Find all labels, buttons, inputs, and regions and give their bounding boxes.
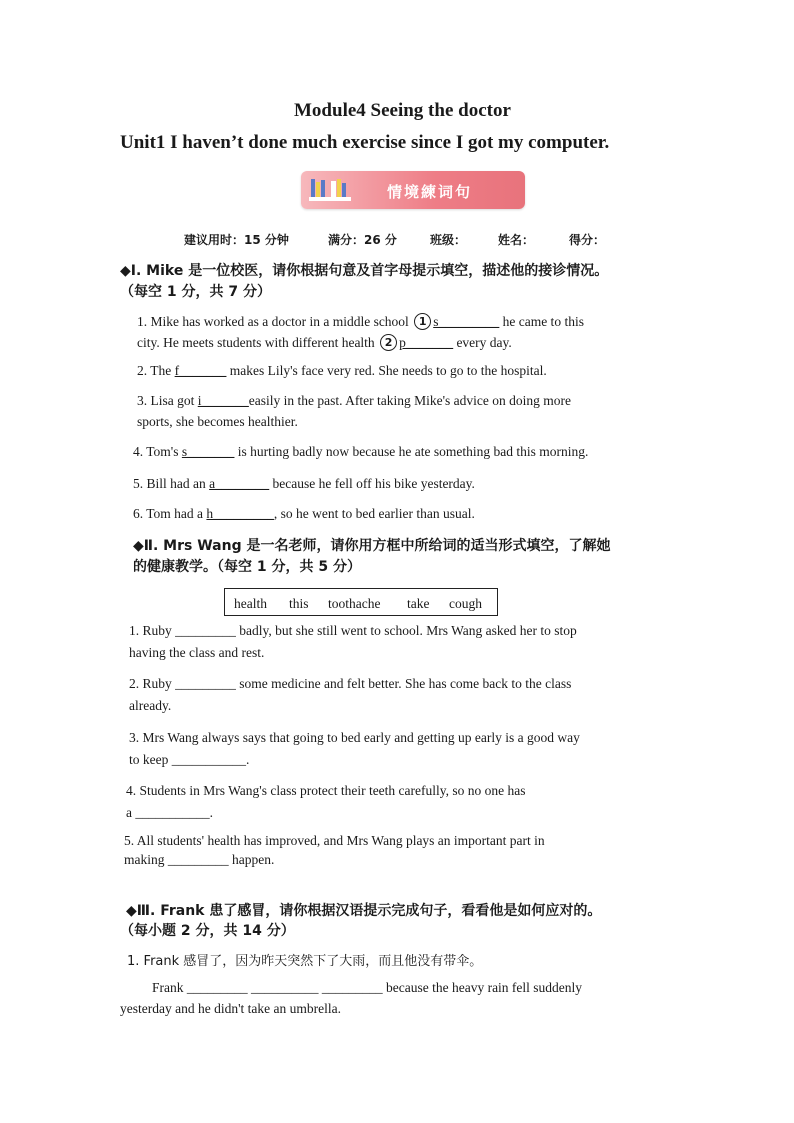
s1-question-6: 6. Tom had a h_________, so he went to bed earlier than usual.: [133, 506, 475, 521]
s2-question-1-line2: having the class and rest.: [129, 645, 265, 660]
section2-heading: ◆Ⅱ. Mrs Wang 是一名老师，请你用方框中所给词的适当形式填空，了解她: [133, 538, 611, 554]
s2-question-4: 4. Students in Mrs Wang's class protect their teeth carefully, so no one has: [126, 783, 526, 798]
section3-note: （每小题 2 分，共 14 分）: [120, 923, 295, 939]
s2-question-2-line2: already.: [129, 698, 172, 713]
section3-heading: ◆Ⅲ. Frank 患了感冒，请你根据汉语提示完成句子，看看他是如何应对的。: [126, 903, 602, 919]
section1-heading: ◆I. Mike 是一位校医，请你根据句意及首字母提示填空，描述他的接诊情况。: [120, 263, 609, 279]
word-this: this: [289, 596, 309, 611]
s2-question-5: 5. All students' health has improved, and Mrs Wang plays an important part in: [124, 833, 545, 848]
suggested-time: 建议用时：15 分钟: [184, 233, 289, 247]
banner-label: 情境練词句: [387, 183, 473, 201]
section2-heading-line2: 的健康教学。（每空 1 分，共 5 分）: [133, 559, 361, 575]
score-label: 得分：: [569, 233, 606, 247]
blank-1[interactable]: s_________: [433, 314, 500, 329]
circled-number-2: 2: [380, 334, 397, 351]
s1-question-2: 2. The f_______ makes Lily's face very red. She needs to go to the hospital.: [137, 363, 547, 378]
unit-title: Unit1 I haven’t done much exercise since I got my computer.: [120, 132, 610, 153]
blank-2[interactable]: p_______: [399, 335, 454, 350]
s2-question-5-line2: making _________ happen.: [124, 852, 275, 867]
s3-question-1-line2: yesterday and he didn't take an umbrella.: [120, 1001, 341, 1016]
section-banner: [301, 171, 525, 209]
s2-question-1: 1. Ruby _________ badly, but she still went to school. Mrs Wang asked her to stop: [129, 623, 577, 638]
full-score: 满分：26 分: [328, 233, 397, 247]
s1-question-1: 1. Mike has worked as a doctor in a middle school 1 s_________ he came to this: [137, 314, 584, 329]
blank-3[interactable]: f_______: [174, 363, 227, 378]
blank-7[interactable]: h_________: [206, 506, 274, 521]
s2-question-3: 3. Mrs Wang always says that going to bed early and getting up early is a good way: [129, 730, 580, 745]
blank-5[interactable]: s_______: [181, 444, 235, 459]
name-label: 姓名：: [498, 233, 535, 247]
s3-question-1: Frank _________ __________ _________ because the heavy rain fell suddenly: [152, 980, 583, 995]
s2-question-3-line2: to keep ___________.: [129, 752, 250, 767]
s1-question-4: 4. Tom's s_______ is hurting badly now because he ate something bad this morning.: [133, 444, 589, 459]
s3-question-1-prompt: 1. Frank 感冒了，因为昨天突然下了大雨，而且他没有带伞。: [127, 954, 483, 969]
s2-question-4-line2: a ___________.: [126, 805, 213, 820]
s1-question-3: 3. Lisa got i_______easily in the past. After taking Mike's advice on doing more: [137, 393, 571, 408]
blank-4[interactable]: i_______: [197, 393, 249, 408]
word-toothache: toothache: [328, 596, 381, 611]
word-cough: cough: [449, 596, 482, 611]
word-box: [224, 588, 498, 616]
circled-number-1: 1: [414, 313, 431, 330]
blank-6[interactable]: a________: [209, 476, 270, 491]
word-take: take: [407, 596, 430, 611]
word-health: health: [234, 596, 267, 611]
s2-question-2: 2. Ruby _________ some medicine and felt better. She has come back to the class: [129, 676, 572, 691]
section1-note: （每空 1 分，共 7 分）: [120, 284, 271, 300]
books-icon: [309, 177, 351, 203]
module-title: Module4 Seeing the doctor: [294, 100, 511, 121]
class-label: 班级：: [430, 233, 467, 247]
s1-question-1-line2: city. He meets students with different health 2 p_______ every day.: [137, 335, 512, 350]
s1-question-3-line2: sports, she becomes healthier.: [137, 414, 298, 429]
s1-question-5: 5. Bill had an a________ because he fell off his bike yesterday.: [133, 476, 475, 491]
